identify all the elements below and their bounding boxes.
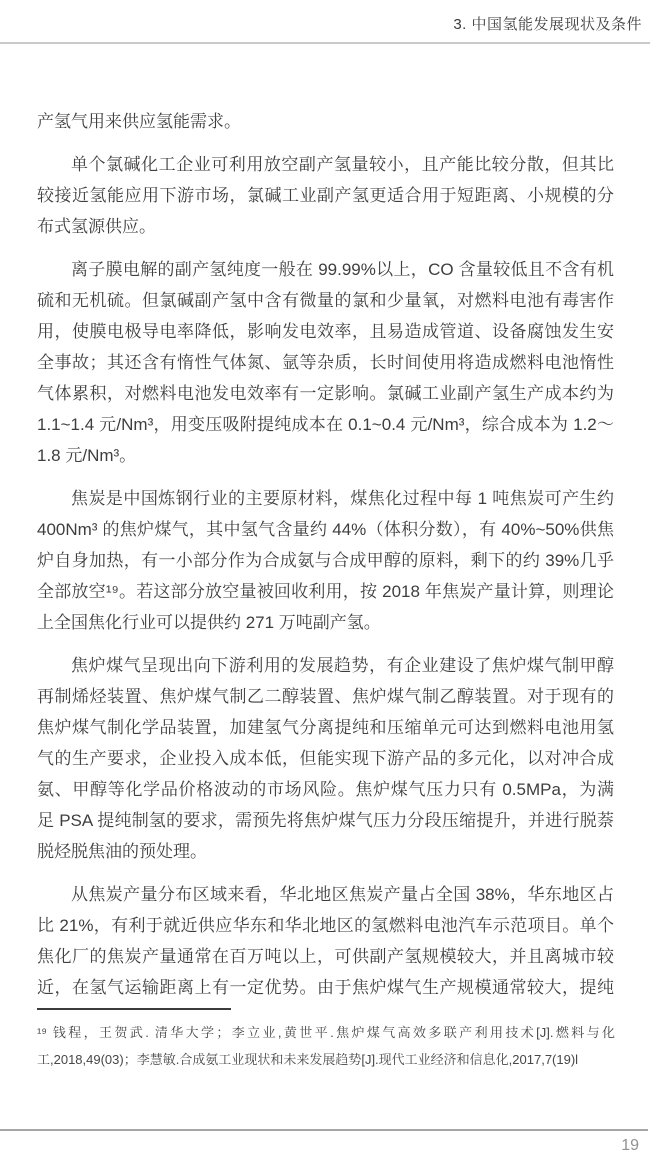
- footnote-divider: [37, 1008, 231, 1010]
- body-text-line: 离子膜电解的副产氢纯度一般在 99.99%以上，CO 含量较低且不含有机: [71, 260, 614, 279]
- body-text-line: 近，在氢气运输距离上有一定优势。由于焦炉煤气生产规模通常较大，提纯: [37, 978, 614, 997]
- body-text-line: 焦炭是中国炼钢行业的主要原材料，煤焦化过程中每 1 吨焦炭可产生约: [71, 489, 614, 508]
- body-text-line: 焦炉煤气呈现出向下游利用的发展趋势，有企业建设了焦炉煤气制甲醇: [71, 656, 614, 675]
- body-text: [37, 106, 614, 1015]
- body-text-line: 焦炉煤气制化学品装置，加建氢气分离提纯和压缩单元可达到燃料电池用氢: [37, 718, 614, 737]
- body-text-line: 用，使膜电极导电率降低，影响发电效率，且易造成管道、设备腐蚀发生安: [37, 322, 614, 341]
- paragraph: [37, 149, 614, 242]
- body-text-line: 1.8 元/Nm³。: [37, 446, 137, 465]
- body-text-line: 脱烃脱焦油的预处理。: [37, 842, 207, 861]
- paragraph: [37, 106, 614, 137]
- body-text-line: 气的生产要求，企业投入成本低，但能实现下游产品的多元化，以对冲合成: [37, 749, 614, 768]
- body-text-line: 氨、甲醇等化学品价格波动的市场风险。焦炉煤气压力只有 0.5MPa，为满: [37, 780, 614, 799]
- body-text-line: 比 21%，有利于就近供应华东和华北地区的氢燃料电池汽车示范项目。单个: [37, 916, 614, 935]
- body-text-line: 1.1~1.4 元/Nm³，用变压吸附提纯成本在 0.1~0.4 元/Nm³，综合成本为 1.2～: [37, 415, 614, 434]
- paragraph: [37, 650, 614, 867]
- body-text-line: 较接近氢能应用下游市场，氯碱工业副产氢更适合用于短距离、小规模的分: [37, 186, 614, 205]
- body-text-line: 从焦炭产量分布区域来看，华北地区焦炭产量占全国 38%，华东地区占: [71, 885, 614, 904]
- body-text-line: 上全国焦化行业可以提供约 271 万吨副产氢。: [37, 613, 381, 632]
- body-text-line: 再制烯烃装置、焦炉煤气制乙二醇装置、焦炉煤气制乙醇装置。对于现有的: [37, 687, 614, 706]
- footnote-line: ¹⁹ 钱程，王贺武. 清华大学；李立业,黄世平.焦炉煤气高效多联产利用技术[J].燃料与化: [37, 1025, 615, 1040]
- body-text-line: 足 PSA 提纯制氢的要求，需预先将焦炉煤气压力分段压缩提升，并进行脱萘: [37, 811, 614, 830]
- header-chapter-title: 3. 中国氢能发展现状及条件: [453, 16, 642, 33]
- body-text-line: 气体累积，对燃料电池发电效率有一定影响。氯碱工业副产氢生产成本约为: [37, 384, 614, 403]
- paragraph: [37, 879, 614, 1003]
- footer-divider: [0, 1129, 648, 1131]
- body-text-line: 全事故；其还含有惰性气体氮、氩等杂质，长时间使用将造成燃料电池惰性: [37, 353, 614, 372]
- footnote-line: 工,2018,49(03)；李慧敏.合成氨工业现状和未来发展趋势[J].现代工业经济和信息化,2017,7(19)l: [37, 1052, 579, 1067]
- paragraph: [37, 483, 614, 638]
- page-number: 19: [621, 1137, 639, 1154]
- body-text-line: 单个氯碱化工企业可利用放空副产氢量较小，且产能比较分散，但其比: [71, 155, 614, 174]
- body-text-line: 布式氢源供应。: [37, 217, 156, 236]
- header-divider: [0, 42, 650, 44]
- footnote: [37, 1008, 615, 1073]
- paragraph: [37, 254, 614, 471]
- body-text-line: 硫和无机硫。但氯碱副产氢中含有微量的氯和少量氧，对燃料电池有毒害作: [37, 291, 614, 310]
- body-text-line: 炉自身加热，有一小部分作为合成氨与合成甲醇的原料，剩下的约 39%几乎: [37, 551, 614, 570]
- body-text-line: 400Nm³ 的焦炉煤气，其中氢气含量约 44%（体积分数），有 40%~50%供焦: [37, 520, 614, 539]
- body-text-line: 焦化厂的焦炭产量通常在百万吨以上，可供副产氢规模较大，并且离城市较: [37, 947, 614, 966]
- body-text-line: 产氢气用来供应氢能需求。: [37, 112, 241, 131]
- body-text-line: 全部放空¹⁹。若这部分放空量被回收利用，按 2018 年焦炭产量计算，则理论: [37, 582, 614, 601]
